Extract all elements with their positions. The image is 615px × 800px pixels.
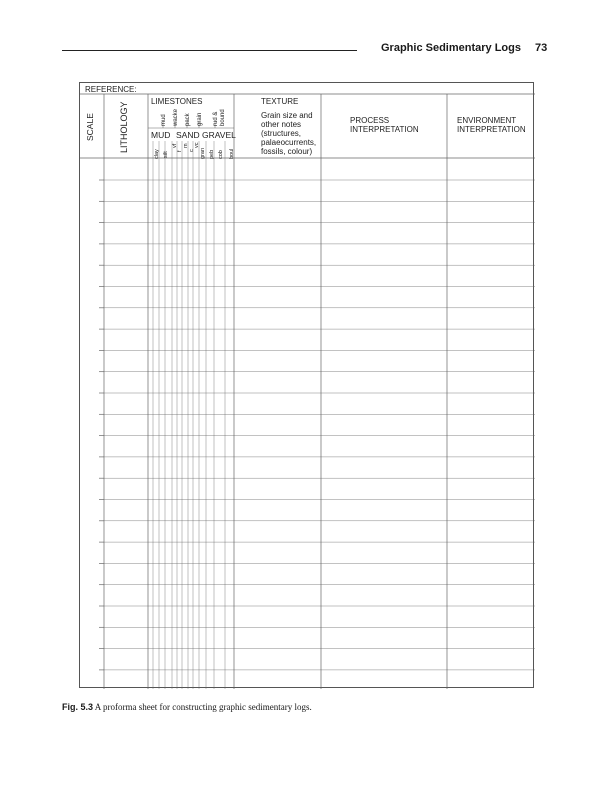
process-header-line: PROCESS xyxy=(350,116,390,125)
running-title: Graphic Sedimentary Logs xyxy=(381,42,521,54)
grain-peb: peb xyxy=(209,149,215,159)
texture-note-line: other notes xyxy=(261,120,302,129)
grain-group-gravel: GRAVEL xyxy=(202,130,236,140)
limestone-grain: grain xyxy=(197,112,203,126)
grain-gran: gran xyxy=(200,147,206,159)
limestone-wacke: wacke xyxy=(173,108,179,126)
texture-note-line: palaeocurrents, xyxy=(261,138,317,147)
grain-clay: clay xyxy=(154,149,160,159)
header-rule xyxy=(62,50,357,51)
limestone-rud-bound: rud & bound xyxy=(213,109,226,126)
figure-label: Fig. 5.3 xyxy=(62,702,94,712)
limestone-pack: pack xyxy=(185,113,191,126)
grain-m: m xyxy=(183,143,189,148)
environment-header-line: ENVIRONMENT xyxy=(457,116,517,125)
page-number: 73 xyxy=(535,42,548,54)
grain-vc: vc xyxy=(194,142,200,148)
environment-header-line: INTERPRETATION xyxy=(457,125,526,134)
grain-vf: vf xyxy=(172,143,178,148)
limestones-label: LIMESTONES xyxy=(151,97,203,106)
caption-text: A proforma sheet for constructing graphic sedimentary logs. xyxy=(94,702,312,712)
lithology-label: LITHOLOGY xyxy=(119,101,129,153)
limestone-mud: mud xyxy=(161,114,167,126)
process-header-line: INTERPRETATION xyxy=(350,125,419,134)
texture-title: TEXTURE xyxy=(261,97,299,106)
log-sheet-grid xyxy=(80,83,535,689)
reference-label: REFERENCE: xyxy=(85,85,137,94)
grain-group-sand: SAND xyxy=(176,130,200,140)
texture-note-line: Grain size and xyxy=(261,111,313,120)
grain-cob: cob xyxy=(218,150,224,159)
texture-note-line: fossils, colour) xyxy=(261,147,313,156)
grain-silt: silt xyxy=(163,151,169,158)
scale-label: SCALE xyxy=(85,113,95,141)
grain-boul: boul xyxy=(229,148,235,159)
log-sheet xyxy=(79,82,534,688)
grain-c: c xyxy=(189,149,195,152)
texture-note-line: (structures, xyxy=(261,129,302,138)
figure-caption xyxy=(62,702,312,712)
grain-group-mud: MUD xyxy=(151,130,171,140)
grain-f: f xyxy=(177,150,183,152)
